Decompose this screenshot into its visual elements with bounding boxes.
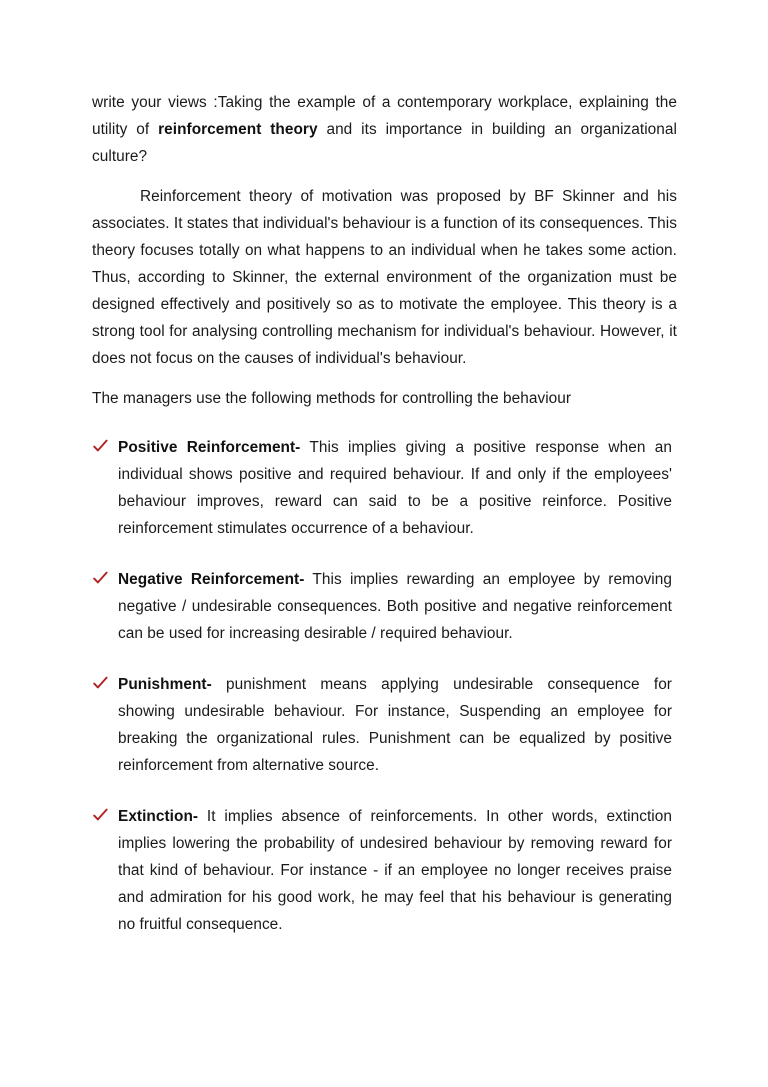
list-item: [92, 803, 672, 938]
list-item: [92, 566, 672, 647]
list-item-text: [118, 566, 672, 647]
check-icon: [93, 676, 108, 691]
list-item-term: Positive Reinforcement-: [118, 439, 301, 456]
intro-text-before-bold: write your views :Taking the example of a contemporary workplace, explaining the utility of: [92, 94, 677, 138]
check-icon: [93, 439, 108, 454]
intro-text-after-bold: and its importance in building an organizational culture?: [92, 121, 677, 165]
list-item-description: punishment means applying undesirable consequence for showing undesirable behaviour. For instance, Suspending an employee for breaking the organizational rules. Punishment can be equalized by positive reinforcement from alternative source.: [118, 676, 672, 774]
check-icon: [93, 808, 108, 823]
document-content: [92, 89, 677, 938]
list-item-description: It implies absence of reinforcements. In other words, extinction implies lowering the probability of undesired behaviour by removing reward for that kind of behaviour. For instance - if an employee no longer receives praise and admiration for his good work, he may feel that his behaviour is generating no fruitful consequence.: [118, 808, 672, 933]
list-item-description: This implies giving a positive response when an individual shows positive and required behaviour. If and only if the employees' behaviour improves, reward can said to be a positive reinforce. Positive reinforcement stimulates occurrence of a behaviour.: [118, 439, 672, 537]
intro-question: [92, 89, 677, 170]
list-item-term: Negative Reinforcement-: [118, 571, 305, 588]
list-item-term: Punishment-: [118, 676, 212, 693]
list-item-text: [118, 434, 672, 542]
list-item: [92, 434, 672, 542]
intro-bold-term: reinforcement theory: [158, 121, 318, 138]
list-item-text: [118, 803, 672, 938]
methods-list: [92, 434, 677, 938]
list-item-term: Extinction-: [118, 808, 199, 825]
list-item-description: This implies rewarding an employee by removing negative / undesirable consequences. Both positive and negative reinforcement can be used for increasing desirable / required behaviour.: [118, 571, 672, 642]
body-paragraph: Reinforcement theory of motivation was proposed by BF Skinner and his associates. It states that individual's behaviour is a function of its consequences. This theory focuses totally on what happens to an individual when he takes some action. Thus, according to Skinner, the external environment of the organization must be designed effectively and positively so as to motivate the employee. This theory is a strong tool for analysing controlling mechanism for individual's behaviour. However, it does not focus on the causes of individual's behaviour.: [92, 188, 677, 367]
methods-lead-in: The managers use the following methods for controlling the behaviour: [92, 390, 572, 407]
check-icon: [93, 571, 108, 586]
list-item-text: [118, 671, 672, 779]
list-item: [92, 671, 672, 779]
